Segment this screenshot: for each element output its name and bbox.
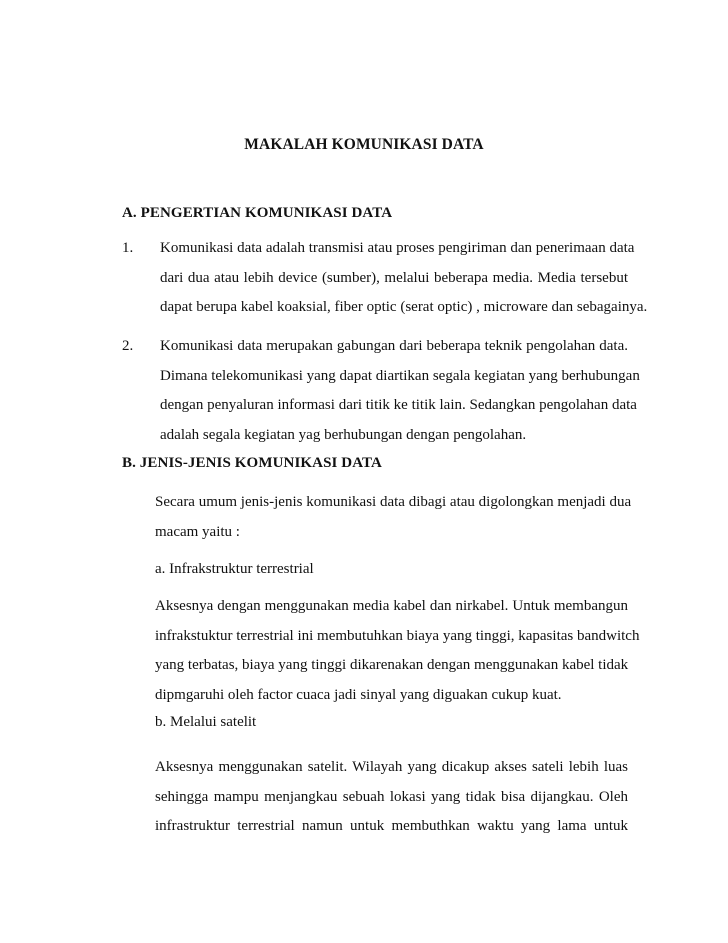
subsection-b-paragraph <box>155 753 628 842</box>
paragraph-line: Komunikasi data merupakan gabungan dari beberapa teknik pengolahan data. <box>160 338 628 354</box>
section-a-paragraph-2 <box>160 332 640 450</box>
paragraph-line: Dimana telekomunikasi yang dapat diartikan segala kegiatan yang berhubungan <box>160 367 640 384</box>
section-b-intro <box>155 488 632 547</box>
paragraph-line: macam yaitu : <box>155 523 240 540</box>
section-a-heading: A. PENGERTIAN KOMUNIKASI DATA <box>122 205 393 221</box>
paragraph-line: Komunikasi data adalah transmisi atau proses pengiriman dan penerimaan data <box>160 240 635 256</box>
paragraph-line: dapat berupa kabel koaksial, fiber optic (serat optic) , microware dan sebagainya. <box>160 299 648 315</box>
paragraph-line: yang terbatas, biaya yang tinggi dikarenakan dengan menggunakan kabel tidak <box>155 657 629 673</box>
paragraph-line: Secara umum jenis-jenis komunikasi data dibagi atau digolongkan menjadi dua <box>155 494 632 510</box>
section-a-paragraph-1 <box>160 234 648 323</box>
paragraph-line: dari dua atau lebih device (sumber), melalui beberapa media. Media tersebut <box>160 269 628 286</box>
paragraph-line: dengan penyaluran informasi dari titik ke titik lain. Sedangkan pengolahan data <box>160 397 637 413</box>
list-number-2: 2. <box>122 338 134 354</box>
section-b-heading: B. JENIS-JENIS KOMUNIKASI DATA <box>122 455 382 471</box>
paragraph-line: adalah segala kegiatan yag berhubungan dengan pengolahan. <box>160 426 527 443</box>
paragraph-line: infrakstuktur terrestrial ini membutuhkan biaya yang tinggi, kapasitas bandwitch <box>155 627 640 644</box>
paragraph-line: dipmgaruhi oleh factor cuaca jadi sinyal yang diguakan cukup kuat. <box>155 686 562 703</box>
paragraph-line: Aksesnya menggunakan satelit. Wilayah yang dicakup akses sateli lebih luas <box>155 759 628 775</box>
paragraph-line: sehingga mampu menjangkau sebuah lokasi yang tidak bisa dijangkau. Oleh <box>155 788 628 805</box>
subsection-b-label: b. Melalui satelit <box>155 714 257 730</box>
subsection-a-label: a. Infrakstruktur terrestrial <box>155 561 314 577</box>
paragraph-line: Aksesnya dengan menggunakan media kabel dan nirkabel. Untuk membangun <box>155 598 628 614</box>
document-title: MAKALAH KOMUNIKASI DATA <box>244 136 484 153</box>
subsection-a-paragraph <box>155 592 640 710</box>
list-number-1: 1. <box>122 240 134 256</box>
paragraph-line: infrastruktur terrestrial namun untuk membuthkan waktu yang lama untuk <box>155 818 628 834</box>
